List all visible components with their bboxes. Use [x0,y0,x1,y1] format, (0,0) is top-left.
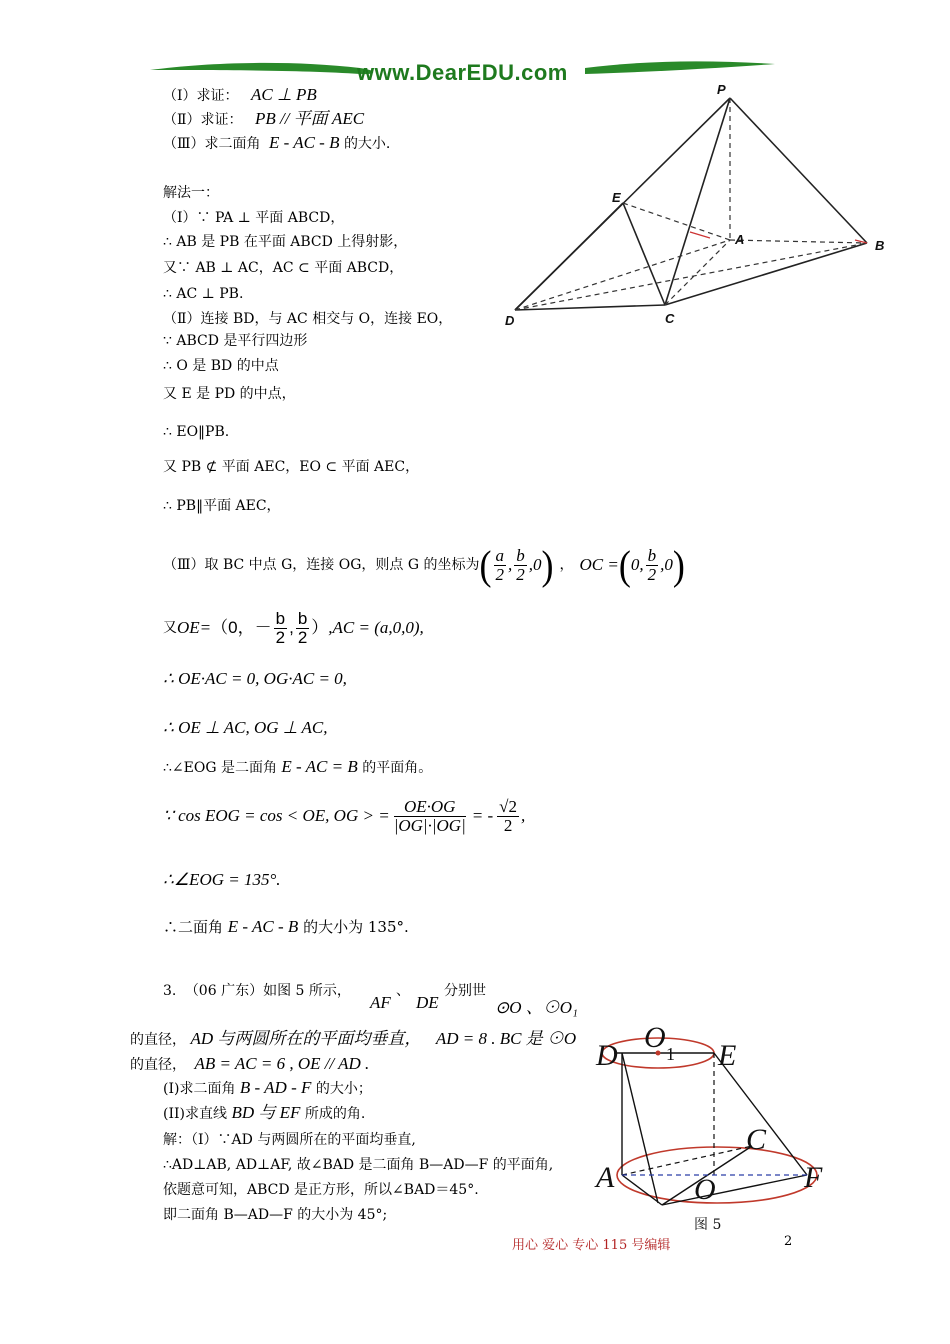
cyl-label-O: O [694,1173,716,1206]
conclusion-line: ∴二面角 E - AC - B 的大小为 135°. [163,917,409,936]
pyramid-figure [495,80,895,330]
sol-line-4: ∴ AC ⊥ PB. [163,286,244,302]
site-url[interactable]: www.DearEDU.com [357,60,568,85]
question-2: （Ⅱ）求证： PB // 平面 AEC [163,109,365,128]
cyl-label-E: E [718,1039,737,1072]
p3-q2: (II)求直线 BD 与 EF 所成的角. [163,1103,366,1122]
p3-mid: 分别世 [444,983,486,999]
question-1: （Ⅰ）求证： AC ⊥ PB [163,85,317,104]
label-P: P [717,82,726,97]
sol-line-11: ∴ PB‖平面 AEC， [163,498,281,514]
label-C: C [665,311,675,326]
label-B: B [875,238,885,253]
solution-title: 解法一： [163,185,219,201]
angle-135-line: ∴∠EOG = 135°. [163,870,281,889]
p3-q1: (I)求二面角 B - AD - F 的大小； [163,1078,372,1097]
dot-products-line: ∴ OE·AC = 0, OG·AC = 0, [163,669,347,688]
sol-line-8: 又 E 是 PD 的中点， [163,386,296,402]
oe-line: 又 OE= （0，－ $\frac{b}{2}$ , $\frac{b}{2}$ ） ,AC = (a,0,0), [163,608,424,647]
sol-line-9: ∴ EO‖PB. [163,424,230,440]
cyl-label-F: F [804,1161,823,1194]
sol-line-2: ∴ AB 是 PB 在平面 ABCD 上得射影， [163,234,408,250]
p3-de: DE [416,993,439,1012]
plane-angle-line: ∴∠EOG 是二面角 E - AC = B 的平面角。 [163,757,433,776]
sol-line-3: 又∵ AB ⊥ AC，AC ⊂ 平面 ABCD， [163,260,404,276]
cyl-label-A: A [596,1161,615,1194]
p3-s4: 即二面角 B—AD—F 的大小为 45°; [163,1207,388,1223]
question-3: （Ⅲ）求二面角 E - AC - B 的大小. [163,133,391,152]
sol-line-6: ∵ ABCD 是平行四边形 [163,333,308,349]
label-E: E [612,190,621,205]
p3-header: 3. （06 广东）如图 5 所示， [163,983,351,999]
label-D: D [505,313,515,328]
footer-text: 用心 爱心 专心 115 号编辑 [512,1238,671,1253]
p3-s1: 解：（Ⅰ）∵AD 与两圆所在的平面均垂直, [163,1132,416,1148]
label-A: A [735,232,745,247]
p3-circles: ⊙O 、⊙O₁ [495,998,578,1017]
p3-af: AF [370,993,391,1012]
figure-caption: 图 5 [694,1217,722,1233]
sol-line-1: （Ⅰ）∵ PA ⊥ 平面 ABCD， [163,210,345,226]
p3-s3: 依题意可知，ABCD 是正方形，所以∠BAD＝45°. [163,1182,479,1198]
p3-line3: 的直径， AB = AC = 6 , OE // AD . [130,1054,370,1073]
sol-line-7: ∴ O 是 BD 的中点 [163,358,279,374]
cyl-label-O1: O [644,1021,666,1054]
sol-line-10: 又 PB ⊄ 平面 AEC，EO ⊂ 平面 AEC， [163,459,420,475]
cyl-label-sub1: 1 [666,1044,675,1064]
p3-line2: 的直径， AD 与两圆所在的平面均垂直， AD = 8 . BC 是 ⊙O [130,1029,577,1048]
sol-line-5: （Ⅱ）连接 BD，与 AC 相交与 O，连接 EO， [163,311,453,327]
p3-s2: ∴AD⊥AB, AD⊥AF, 故∠BAD 是二面角 B—AD—F 的平面角, [163,1157,554,1173]
cyl-label-C: C [746,1123,767,1156]
cosine-line: ∵ cos EOG = cos < OE, OG > = $\frac{OE\cdot OG}{|OG|\cdot|OG|}$ = - $\frac{√2}{2}$ , [163,796,526,835]
cyl-label-D: D [596,1039,618,1072]
perpendicular-line: ∴ OE ⊥ AC, OG ⊥ AC, [163,718,328,737]
cylinder-figure [592,1015,842,1245]
page-number: 2 [784,1234,793,1249]
part3-intro: （Ⅲ）取 BC 中点 G，连接 OG，则点 G 的坐标为 ( $\frac{a}{2}$ , $\frac{b}{2}$ ,0 ) ， OC = ( 0, $\frac{b}{2}$ ,0 ) [163,542,685,588]
